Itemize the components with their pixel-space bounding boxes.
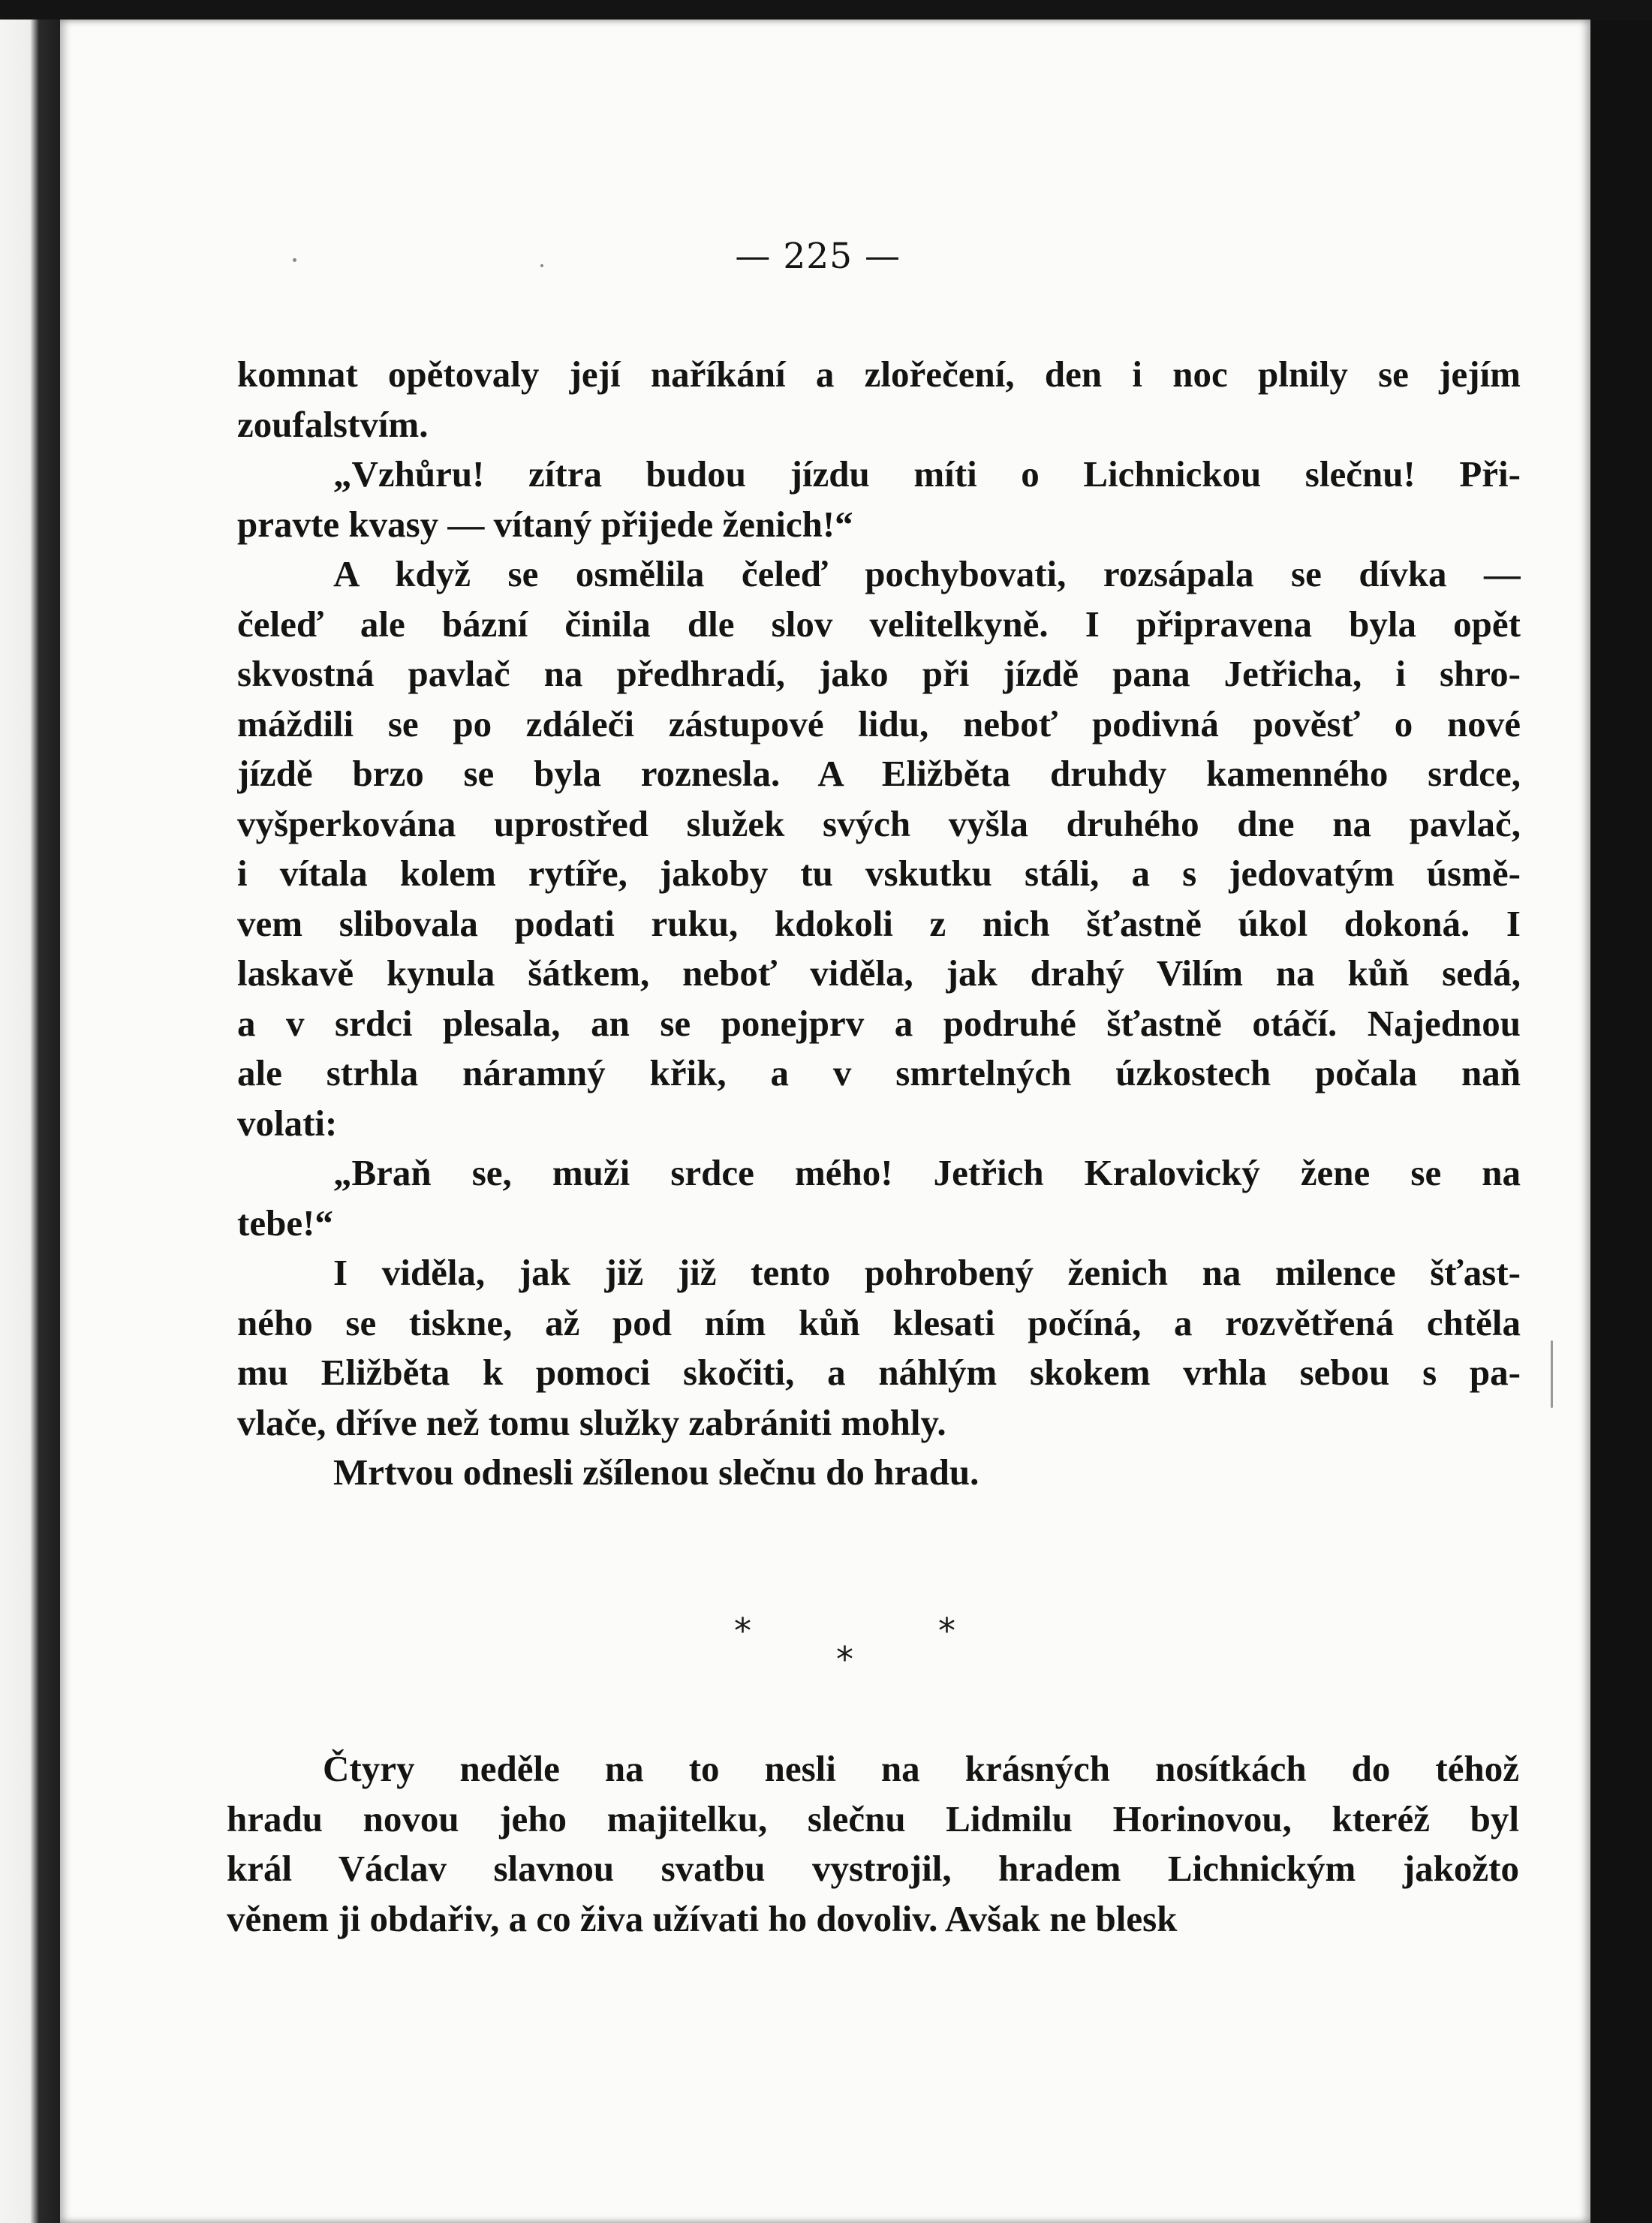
- text-line: Mrtvou odnesli zšílenou slečnu do hradu.: [333, 1451, 979, 1493]
- text-line: Čtyry neděle na to nesli na krásných nosítkách do téhož: [323, 1748, 1519, 1789]
- continuation-text-block: [227, 1744, 1519, 1944]
- text-line: „Vzhůru! zítra budou jízdu míti o Lichnickou slečnu! Při-: [333, 453, 1521, 495]
- text-line: máždili se po zdáleči zástupové lidu, neboť podivná pověsť o nové: [237, 702, 1521, 745]
- text-line: věnem ji obdařiv, a co živa užívati ho dovoliv. Avšak ne blesk: [227, 1897, 1178, 1939]
- text-line: I viděla, jak již již tento pohrobený ženich na milence šťast-: [333, 1252, 1521, 1293]
- paragraph: [237, 1148, 1521, 1248]
- text-line: vem slibovala podati ruku, kdokoli z nich šťastně úkol dokoná. I: [237, 902, 1521, 944]
- text-line: a v srdci plesala, an se ponejprv a podruhé šťastně otáčí. Najednou: [237, 1002, 1521, 1044]
- text-line: tebe!“: [237, 1202, 333, 1244]
- scan-right-edge: [1590, 0, 1652, 2223]
- paragraph: [237, 1248, 1521, 1448]
- text-line: ného se tiskne, až pod ním kůň klesati počíná, a rozvětřená chtěla: [237, 1301, 1521, 1343]
- page-number: — 225 —: [735, 236, 901, 277]
- separator-asterisk: *: [938, 1611, 955, 1651]
- text-line: komnat opětovaly její naříkání a zlořečení, den i noc plnily se jejím: [237, 353, 1521, 395]
- text-line: i vítala kolem rytíře, jakoby tu vskutku stáli, a s jedovatým úsmě-: [237, 853, 1521, 894]
- text-line: volati:: [237, 1102, 338, 1144]
- text-line: vyšperkována uprostřed služek svých vyšla druhého dne na pavlač,: [237, 802, 1521, 844]
- text-line: čeleď ale bázní činila dle slov velitelkyně. I připravena byla opět: [237, 603, 1521, 645]
- paragraph: [237, 350, 1521, 450]
- book-page: [60, 20, 1590, 2223]
- text-line: ale strhla náramný křik, a v smrtelných úzkostech počala naň: [237, 1052, 1521, 1093]
- scan-speck: [293, 258, 296, 262]
- text-line: zoufalstvím.: [237, 403, 429, 445]
- text-line: mu Eližběta k pomoci skočiti, a náhlým skokem vrhla sebou s pa-: [237, 1352, 1521, 1393]
- paragraph: [237, 1448, 1521, 1498]
- text-line: jízdě brzo se byla roznesla. A Eližběta druhdy kamenného srdce,: [237, 753, 1521, 794]
- separator-asterisk: *: [734, 1611, 751, 1651]
- paragraph: [237, 549, 1521, 1148]
- text-line: A když se osmělila čeleď pochybovati, rozsápala se dívka —: [333, 553, 1521, 594]
- text-line: „Braň se, muži srdce mého! Jetřich Kralovický žene se na: [333, 1152, 1521, 1193]
- paragraph: [237, 450, 1521, 549]
- scan-top-edge: [0, 0, 1652, 20]
- scan-scratch: [1551, 1340, 1553, 1408]
- text-line: vlače, dříve než tomu služky zabrániti mohly.: [237, 1401, 946, 1443]
- main-text-block: [237, 350, 1521, 1498]
- separator-asterisk: *: [836, 1639, 853, 1680]
- paragraph: [227, 1744, 1519, 1944]
- text-line: pravte kvasy — vítaný přijede ženich!“: [237, 503, 853, 545]
- text-line: skvostná pavlač na předhradí, jako při jízdě pana Jetřicha, i shro-: [237, 653, 1521, 694]
- text-line: hradu novou jeho majitelku, slečnu Lidmilu Horinovou, kteréž byl: [227, 1797, 1519, 1839]
- scan-speck: [540, 264, 543, 267]
- scan-left-edge: [0, 0, 60, 2223]
- section-separator: [60, 1611, 1590, 1686]
- text-line: laskavě kynula šátkem, neboť viděla, jak drahý Vilím na kůň sedá,: [237, 952, 1521, 994]
- text-line: král Václav slavnou svatbu vystrojil, hradem Lichnickým jakožto: [227, 1848, 1519, 1889]
